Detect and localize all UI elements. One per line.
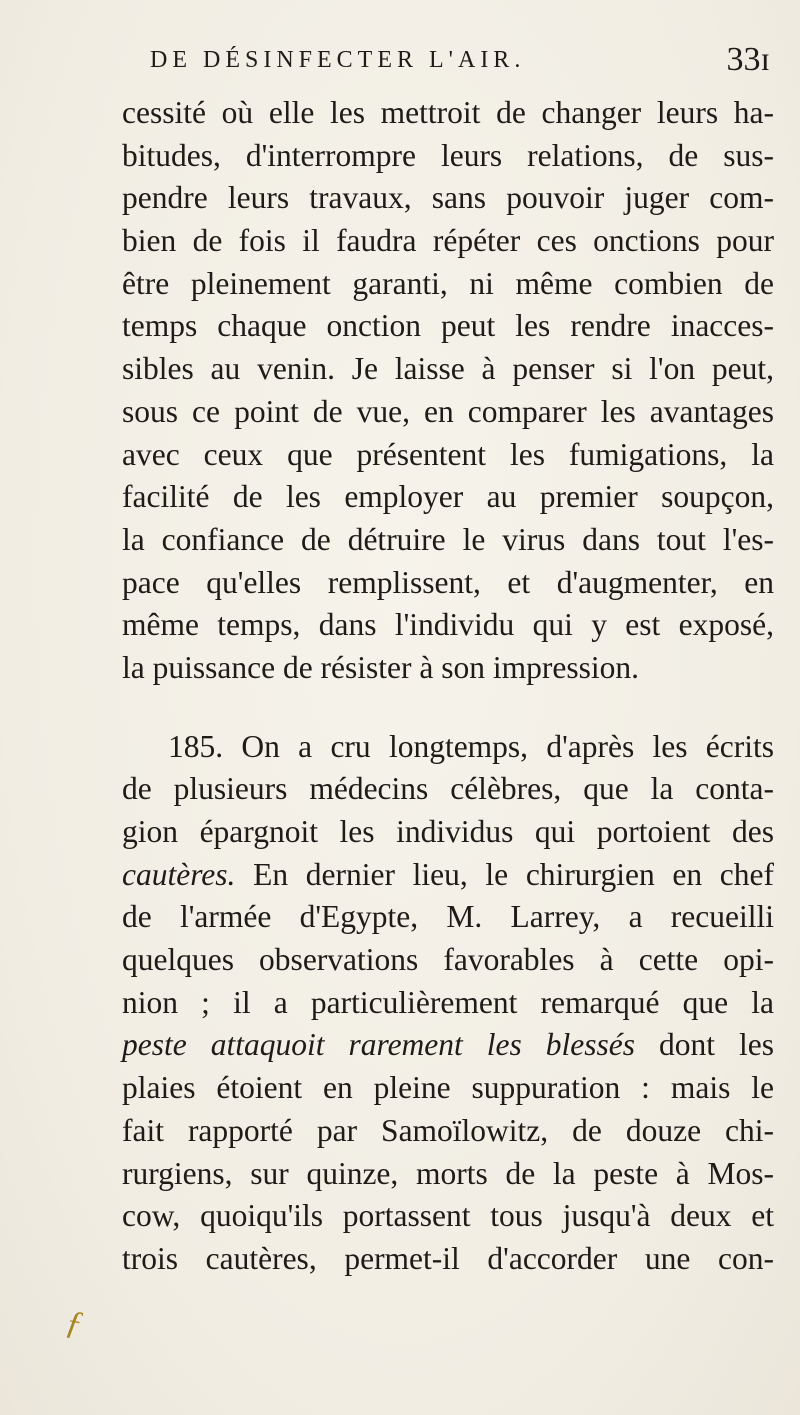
- text-line: de l'armée d'Egypte, M. Larrey, a recueilli: [122, 899, 774, 935]
- text-line: pace qu'elles remplissent, et d'augmenter, en: [122, 564, 774, 600]
- margin-ink-mark: ƒ: [62, 1303, 87, 1344]
- running-title: DE DÉSINFECTER L'AIR.: [150, 47, 526, 73]
- text-line: même temps, dans l'individu qui y est exposé,: [122, 607, 774, 643]
- text-line: la confiance de détruire le virus dans tout l'es-: [122, 521, 774, 557]
- italic-text: cautères.: [122, 856, 236, 892]
- text-block: [122, 92, 774, 1281]
- text-line: bitudes, d'interrompre leurs relations, de sus-: [122, 137, 774, 173]
- text-line: fait rapporté par Samoïlowitz, de douze chi-: [122, 1112, 774, 1148]
- text-line: pendre leurs travaux, sans pouvoir juger com-: [122, 180, 774, 216]
- text-fragment: En dernier lieu, le chirurgien en chef: [235, 856, 774, 892]
- text-line: 185. On a cru longtemps, d'après les écrits: [168, 728, 774, 764]
- text-line: la puissance de résister à son impression.: [122, 649, 639, 685]
- text-line: [122, 854, 774, 897]
- text-line: trois cautères, permet-il d'accorder une con-: [122, 1240, 774, 1276]
- text-line: être pleinement garanti, ni même combien de: [122, 265, 774, 301]
- text-line: [122, 1024, 774, 1067]
- paragraph-2: [122, 726, 774, 1281]
- paragraph-1: [122, 92, 774, 690]
- text-line: facilité de les employer au premier soupçon,: [122, 479, 774, 515]
- text-line: plaies étoient en pleine suppuration : mais le: [122, 1070, 774, 1106]
- text-line: temps chaque onction peut les rendre inacces-: [122, 308, 774, 344]
- text-line: nion ; il a particulièrement remarqué que la: [122, 984, 774, 1020]
- page-number: 33ɪ: [726, 41, 770, 78]
- text-line: avec ceux que présentent les fumigations, la: [122, 436, 774, 472]
- italic-text: peste attaquoit rarement les blessés: [122, 1027, 636, 1063]
- text-line: bien de fois il faudra répéter ces onctions pour: [122, 223, 774, 259]
- text-line: gion épargnoit les individus qui portoient des: [122, 814, 774, 849]
- text-line: sibles au venin. Je laisse à penser si l'on peut,: [122, 351, 774, 387]
- text-line: sous ce point de vue, en comparer les avantages: [122, 393, 774, 429]
- running-head: [150, 38, 770, 82]
- text-fragment: dont les: [635, 1027, 774, 1063]
- paragraph-gap: [122, 690, 774, 726]
- text-line: rurgiens, sur quinze, morts de la peste à Mos-: [122, 1155, 774, 1191]
- text-line: cow, quoiqu'ils portassent tous jusqu'à deux et: [122, 1198, 774, 1234]
- text-line: de plusieurs médecins célèbres, que la conta-: [122, 771, 774, 807]
- text-line: cessité où elle les mettroit de changer leurs ha-: [122, 95, 774, 130]
- text-line: quelques observations favorables à cette opi-: [122, 942, 774, 978]
